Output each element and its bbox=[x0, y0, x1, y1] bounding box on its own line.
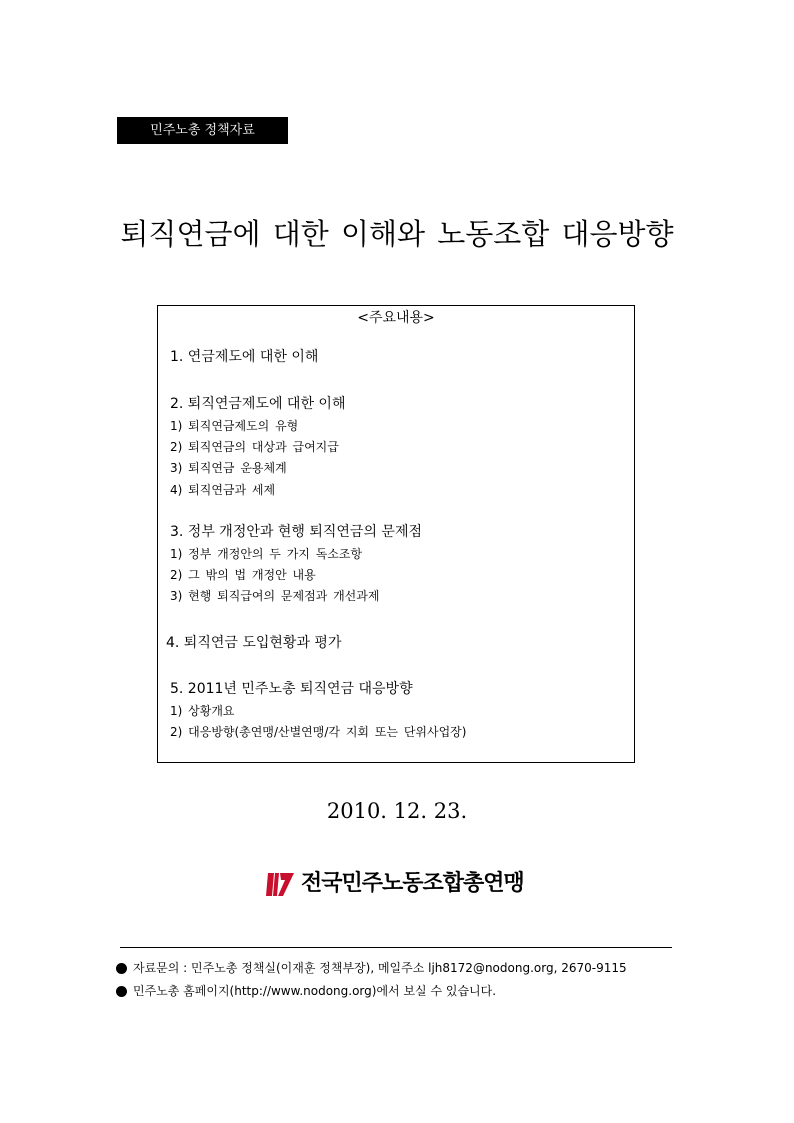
toc-item: 3) 현행 퇴직급여의 문제점과 개선과제 bbox=[170, 589, 380, 603]
toc-item: 2) 그 밖의 법 개정안 내용 bbox=[170, 568, 316, 582]
organization-name: 전국민주노동조합총연맹 bbox=[301, 871, 524, 896]
document-title: 퇴직연금에 대한 이해와 노동조합 대응방향 bbox=[120, 217, 674, 251]
organization-logo bbox=[265, 866, 524, 902]
toc-item: 4) 퇴직연금과 세제 bbox=[170, 483, 276, 497]
toc-item: 2) 퇴직연금의 대상과 급여지급 bbox=[170, 440, 339, 454]
toc-section-1: 1. 연금제도에 대한 이해 bbox=[170, 349, 319, 365]
toc-item: 2) 대응방향(총연맹/산별연맹/각 지회 또는 단위사업장) bbox=[170, 725, 467, 739]
footer-divider bbox=[120, 947, 672, 948]
bullet-icon bbox=[116, 986, 127, 997]
toc-section-3: 3. 정부 개정안과 현행 퇴직연금의 문제점 bbox=[170, 524, 422, 540]
contact-info: 자료문의 : 민주노총 정책실(이재훈 정책부장), 메일주소 ljh8172@nodong.org, 2670-9115 bbox=[133, 961, 627, 975]
toc-heading: <주요내용> bbox=[357, 310, 435, 326]
toc-item: 1) 퇴직연금제도의 유형 bbox=[170, 419, 299, 433]
bullet-icon bbox=[116, 963, 127, 974]
table-of-contents bbox=[157, 305, 635, 763]
toc-item: 1) 상황개요 bbox=[170, 704, 235, 718]
toc-section-2: 2. 퇴직연금제도에 대한 이해 bbox=[170, 396, 346, 412]
toc-section-5: 5. 2011년 민주노총 퇴직연금 대응방향 bbox=[170, 681, 413, 697]
document-type-tag: 민주노총 정책자료 bbox=[117, 117, 288, 144]
footer-note bbox=[116, 982, 496, 1000]
toc-item: 3) 퇴직연금 운용체계 bbox=[170, 461, 287, 475]
toc-section-4: 4. 퇴직연금 도입현황과 평가 bbox=[166, 635, 342, 651]
publication-date: 2010. 12. 23. bbox=[326, 799, 468, 823]
homepage-info: 민주노총 홈페이지(http://www.nodong.org)에서 보실 수 있습니다. bbox=[133, 984, 497, 998]
toc-item: 1) 정부 개정안의 두 가지 독소조항 bbox=[170, 547, 363, 561]
footer-note bbox=[116, 959, 627, 977]
kctu-logo-icon bbox=[265, 869, 295, 899]
